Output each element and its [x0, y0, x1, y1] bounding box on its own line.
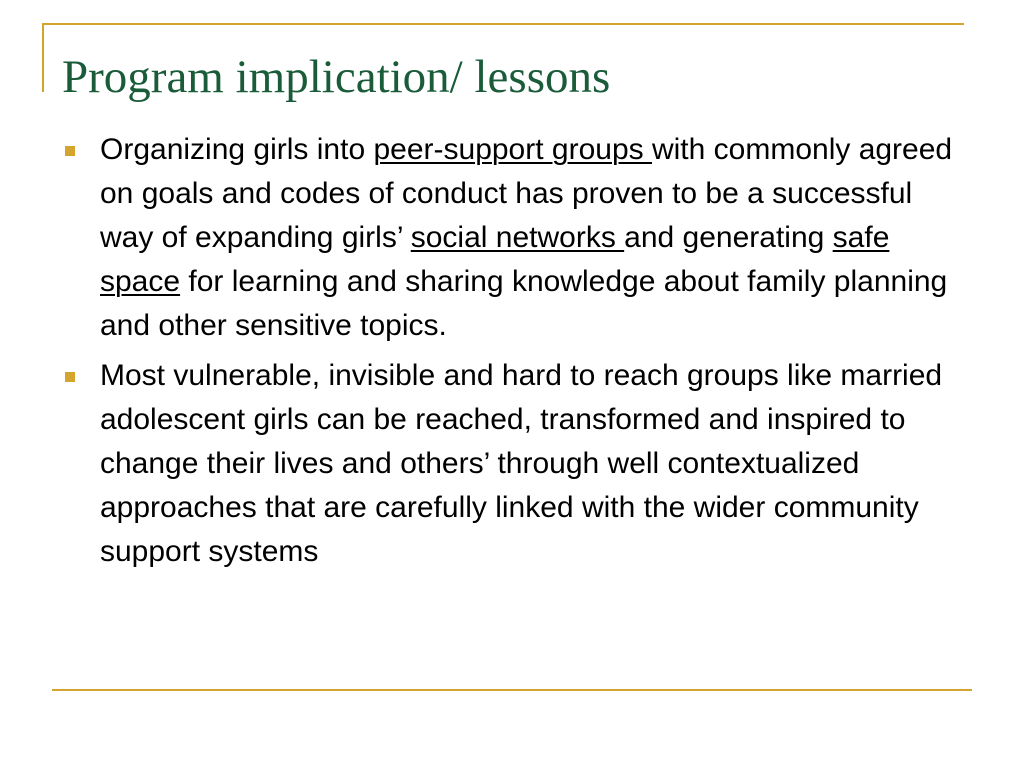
underlined-peer-support-groups: peer-support groups: [373, 133, 652, 166]
bullet-1-text-c: and generating: [624, 221, 833, 254]
bullet-2-text: Most vulnerable, invisible and hard to reach groups like married adolescent girls can be reached, transformed and inspired to change their lives and others’ through well contextualized approaches that are carefully linked with the wider community support systems: [100, 359, 943, 568]
bullet-1-text-d: for learning and sharing knowledge about family planning and other sensitive topics.: [100, 265, 948, 342]
bullet-item-1: [62, 128, 962, 348]
bullet-1-text-b: with commonly agreed on goals and codes of conduct has proven to be a successful way of expanding girls’: [100, 133, 953, 254]
underlined-safe-space: safe space: [100, 221, 890, 298]
bottom-rule: [52, 689, 972, 691]
bullet-list: [62, 128, 962, 574]
underlined-social-networks: social networks: [410, 221, 625, 254]
bullet-item-2: [62, 354, 962, 574]
top-rule: [42, 23, 964, 25]
bullet-1-text-a: Organizing girls into: [100, 133, 374, 166]
square-bullet-icon: [65, 146, 75, 156]
slide-title: Program implication/ lessons: [62, 51, 611, 103]
square-bullet-icon: [65, 372, 75, 382]
left-rule: [42, 23, 44, 92]
